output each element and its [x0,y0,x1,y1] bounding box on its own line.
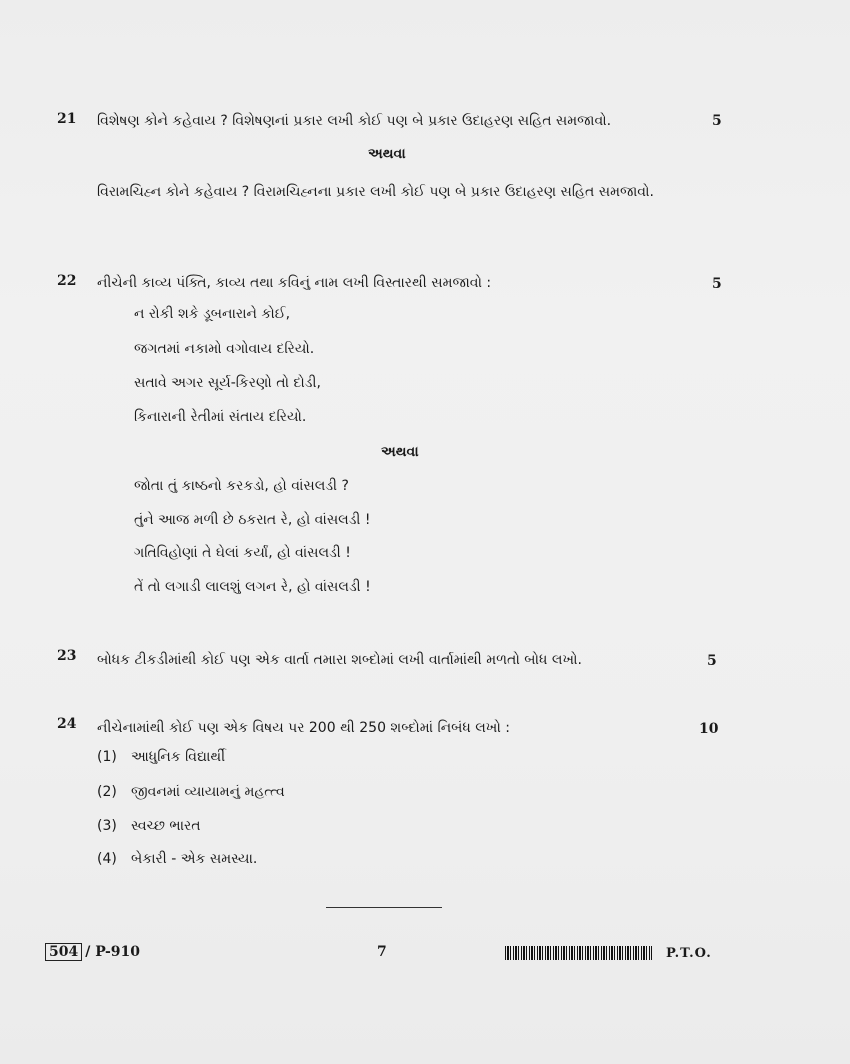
question-marks: 5 [712,276,722,292]
page-number: 7 [377,944,387,960]
poem-line: સતાવે અગર સૂર્ય-કિરણો તો દોડી, [134,375,321,391]
barcode [505,946,652,960]
option-label: બેકારી - એક સમસ્યા. [131,851,258,867]
question-number: 22 [57,273,77,289]
or-separator: અથવા [381,444,419,460]
question-marks: 10 [699,721,719,737]
essay-option [97,784,285,800]
or-separator: અથવા [368,146,406,162]
poem-line: કિનારાની રેતીમાં સંતાય દરિયો. [134,409,307,425]
paper-code [45,944,140,960]
question-marks: 5 [712,113,722,129]
paper-code-box: 504 [45,943,82,961]
poem-line: તેં તો લગાડી લાલશું લગન રે, હો વાંસલડી ! [134,579,371,595]
question-text: નીચેની કાવ્ય પંક્તિ, કાવ્ય તથા કવિનું નામ લખી વિસ્તારથી સમજાવો : [97,275,492,291]
question-text: વિશેષણ કોને કહેવાય ? વિશેષણનાં પ્રકાર લખી કોઈ પણ બે પ્રકાર ઉદાહરણ સહિત સમજાવો. [97,113,612,129]
alternate-question-text: વિરામચિહ્ન કોને કહેવાય ? વિરામચિહ્નના પ્રકાર લખી કોઈ પણ બે પ્રકાર ઉદાહરણ સહિત સમજાવો. [97,184,654,200]
end-rule [326,907,442,908]
question-text: નીચેનામાંથી કોઈ પણ એક વિષય પર 200 થી 250 શબ્દોમાં નિબંધ લખો : [97,720,510,736]
option-label: આધુનિક વિદ્યાર્થી [131,749,226,765]
poem-line: ન રોકી શકે ડૂબનારાને કોઈ, [134,306,291,322]
essay-option [97,851,257,867]
question-marks: 5 [707,653,717,669]
essay-option [97,818,201,834]
question-number: 23 [57,648,77,664]
essay-option [97,749,225,765]
option-label: જીવનમાં વ્યાયામનું મહત્ત્વ [131,784,285,800]
option-number: (1) [97,749,117,765]
question-text: બોધક ટીકડીમાંથી કોઈ પણ એક વાર્તા તમારા શબ્દોમાં લખી વાર્તામાંથી મળતો બોધ લખો. [97,652,582,668]
option-number: (2) [97,784,117,800]
poem-line: જોતા તું કાષ્ઠનો કરકડો, હો વાંસલડી ? [134,478,349,494]
option-number: (3) [97,818,117,834]
pto-label: P.T.O. [666,946,712,961]
poem-line: તુંને આજ મળી છે ઠકરાત રે, હો વાંસલડી ! [134,512,371,528]
question-number: 21 [57,111,77,127]
option-number: (4) [97,851,117,867]
option-label: સ્વચ્છ ભારત [131,818,201,834]
poem-line: ગતિવિહોણાં તે ઘેલાં કર્યાં, હો વાંસલડી ! [134,545,351,561]
question-number: 24 [57,716,77,732]
poem-line: જગતમાં નકામો વગોવાય દરિયો. [134,341,315,357]
paper-code-text: / P-910 [85,944,141,960]
